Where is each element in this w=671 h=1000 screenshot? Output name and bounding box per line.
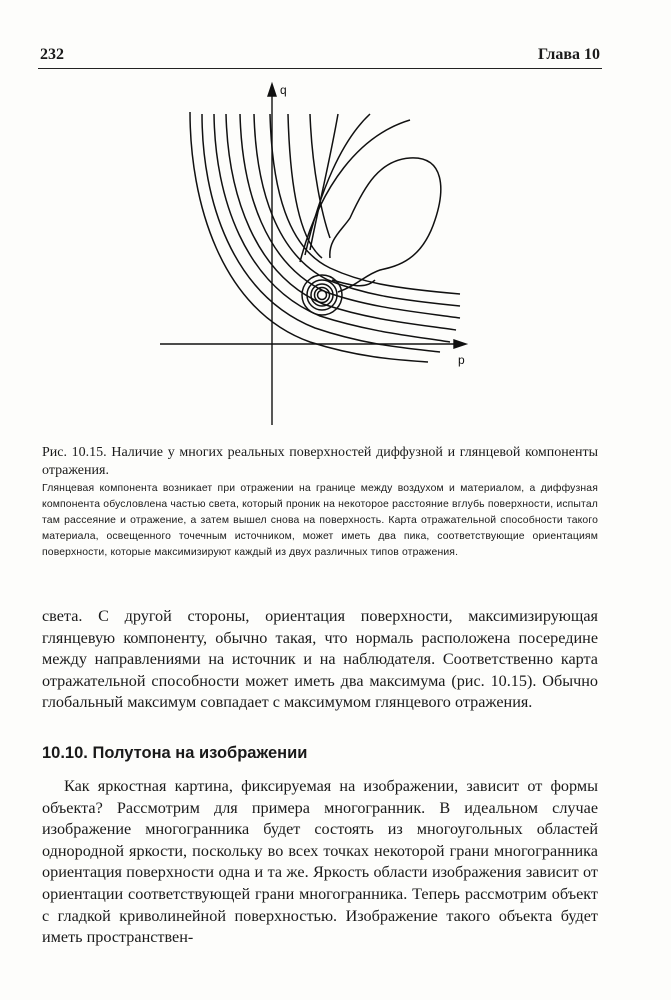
glossy-lobe: [330, 158, 441, 292]
axis-q-label: q: [280, 83, 287, 97]
reflectance-map-figure: [160, 80, 490, 430]
running-head: Глава 10: [538, 46, 600, 63]
page-header: [40, 46, 600, 68]
header-rule: [38, 68, 602, 69]
diffuse-contour: [310, 114, 330, 238]
diffuse-contour: [270, 114, 460, 294]
maximum-ring: [318, 291, 327, 300]
q-axis-arrow: [268, 84, 276, 96]
body-paragraph: Как яркостная картина, фиксируемая на изображении, зависит от формы объекта? Рассмотрим для примера многогранник. В идеальном случае изображение многогранника будет состоять из многоугольных областей однородной яркости, поскольку во всех точках некоторой грани многогранника ориентация поверхности одна и та же. Яркость области изображения зависит от ориентации соответствующей грани многогранника. Теперь рассмотрим объект с гладкой криволинейной поверхностью. Изображение такого объекта будет иметь пространствен-: [42, 777, 598, 947]
page-number: 232: [40, 46, 64, 63]
p-axis-arrow: [454, 340, 466, 348]
body-paragraph: света. С другой стороны, ориентация поверхности, максимизирующая глянцевую компоненту, обычно такая, что нормаль расположена посередине между направлениями на источник и на наблюдателя. Соответственно карта отражательной способности может иметь два максимума (рис. 10.15). Обычно глобальный максимум совпадает с максимумом глянцевого отражения.: [42, 607, 598, 712]
axis-p-label: p: [458, 353, 465, 367]
section-heading: 10.10. Полутона на изображении: [42, 744, 308, 762]
figure-caption-body: Глянцевая компонента возникает при отражении на границе между воздухом и материалом, а диффузная компонента обусловлена частью света, который проник на некоторое расстояние вглубь поверхности, испытал там рассеяние и отражение, а затем вышел снова на поверхность. Карта отражательной способности такого материала, освещенного точечным источником, может иметь два пика, соответствующие ориентациям поверхности, которые максимизируют каждый из двух различных типов отражения.: [42, 483, 598, 558]
figure-caption-title: Рис. 10.15. Наличие у многих реальных поверхностей диффузной и глянцевой компоненты отражения.: [42, 445, 598, 478]
diffuse-contour: [300, 120, 410, 262]
